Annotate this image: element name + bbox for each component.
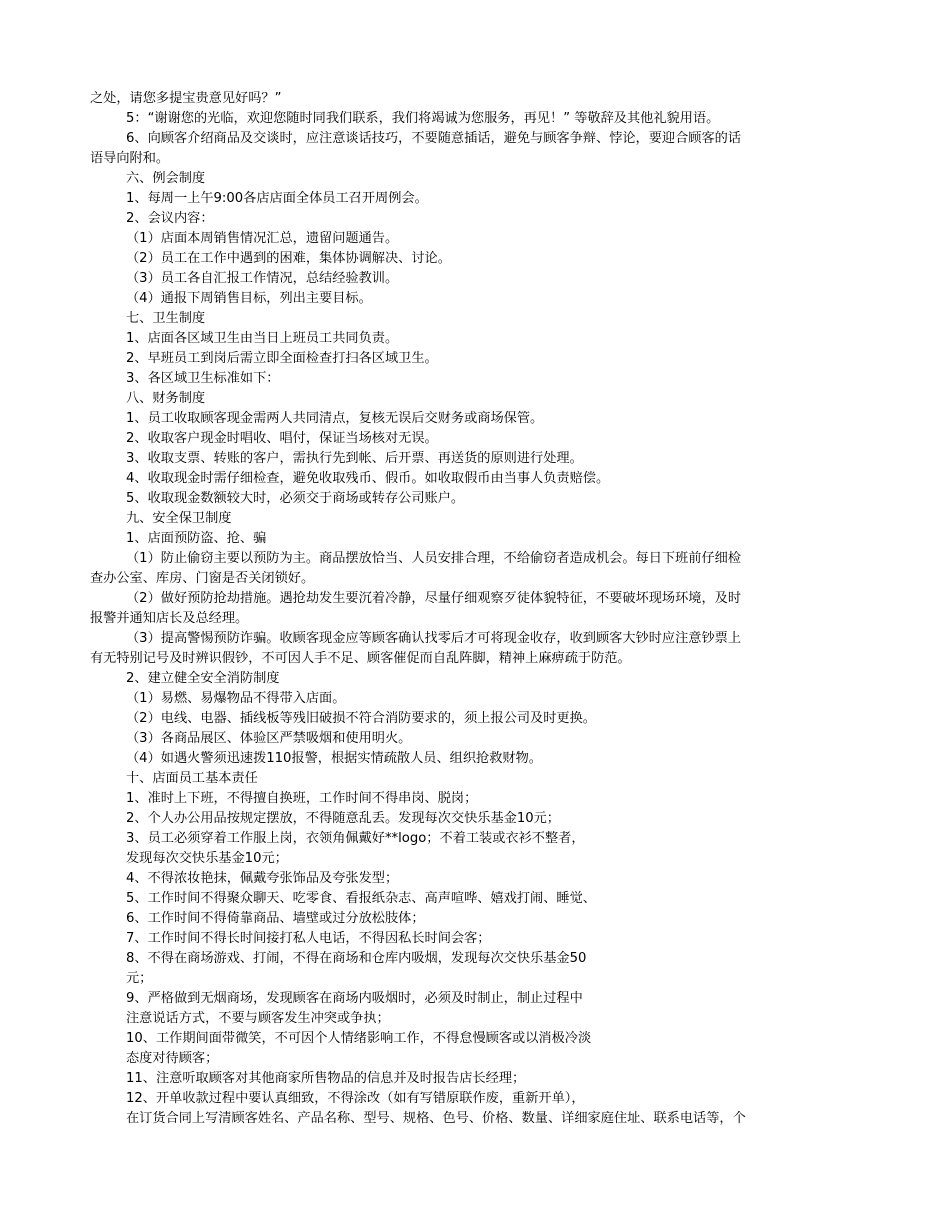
text-line: 之处，请您多提宝贵意见好吗？” <box>90 91 282 106</box>
text-line: 7、工作时间不得长时间接打私人电话，不得因私长时间会客； <box>126 931 491 946</box>
text-line: 2、早班员工到岗后需立即全面检查打扫各区域卫生。 <box>126 351 438 366</box>
section-heading: 九、安全保卫制度 <box>126 511 232 526</box>
text-line: 12、开单收款过程中要认真细致，不得涂改（如有写错原联作废，重新开单）， <box>126 1091 585 1106</box>
text-line: 3、员工必须穿着工作服上岗，衣领角佩戴好**logo；不着工装或衣衫不整者， <box>126 831 585 846</box>
text-line: 报警并通知店长及总经理。 <box>90 611 249 626</box>
text-line: 3、各区域卫生标准如下： <box>126 371 280 386</box>
text-line: （2）电线、电器、插线板等残旧破损不符合消防要求的，须上报公司及时更换。 <box>126 711 596 726</box>
text-line: （1）易燃、易爆物品不得带入店面。 <box>126 691 346 706</box>
text-line: 1、店面各区域卫生由当日上班员工共同负责。 <box>126 331 399 346</box>
text-line: 态度对待顾客； <box>126 1051 219 1066</box>
text-line: 5：“谢谢您的光临，欢迎您随时同我们联系，我们将竭诚为您服务，再见！” 等敬辞及其他礼貌用语。 <box>126 111 720 126</box>
text-line: 2、建立健全安全消防制度 <box>126 671 280 686</box>
text-line: （3）各商品展区、体验区严禁吸烟和使用明火。 <box>126 731 412 746</box>
text-line: 8、不得在商场游戏、打闹，不得在商场和仓库内吸烟，发现每次交快乐基金50 <box>126 951 587 966</box>
text-line: 语导向附和。 <box>90 151 170 166</box>
text-line: 有无特别记号及时辨识假钞，不可因人手不足、顾客催促而自乱阵脚，精神上麻痹疏于防范。 <box>90 651 631 666</box>
text-line: 查办公室、库房、门窗是否关闭锁好。 <box>90 571 315 586</box>
section-heading: 六、例会制度 <box>126 171 206 186</box>
text-line: 11、注意听取顾客对其他商家所售物品的信息并及时报告店长经理； <box>126 1071 526 1086</box>
text-line: 6、工作时间不得倚靠商品、墙壁或过分放松肢体； <box>126 911 425 926</box>
text-line: （1）防止偷窃主要以预防为主。商品摆放恰当、人员安排合理，不给偷窃者造成机会。每日下班前仔细检 <box>126 551 742 566</box>
text-line: （1）店面本周销售情况汇总，遗留问题通告。 <box>126 231 399 246</box>
text-line: 2、收取客户现金时唱收、唱付，保证当场核对无误。 <box>126 431 438 446</box>
text-line: 1、每周一上午9:00各店店面全体员工召开周例会。 <box>126 191 428 206</box>
text-line: （3）提高警惕预防诈骗。收顾客现金应等顾客确认找零后才可将现金收存，收到顾客大钞时应注意钞票上 <box>126 631 742 646</box>
text-line: 1、店面预防盗、抢、骗 <box>126 531 267 546</box>
text-line: 2、个人办公用品按规定摆放，不得随意乱丢。发现每次交快乐基金10元； <box>126 811 560 826</box>
text-line: 9、严格做到无烟商场，发现顾客在商场内吸烟时，必须及时制止，制止过程中 <box>126 991 583 1006</box>
text-line: （4）如遇火警须迅速拨110报警，根据实情疏散人员、组织抢救财物。 <box>126 751 542 766</box>
text-line: （2）员工在工作中遇到的困难，集体协调解决、讨论。 <box>126 251 451 266</box>
text-line: 1、准时上下班，不得擅自换班，工作时间不得串岗、脱岗； <box>126 791 478 806</box>
text-line: 注意说话方式，不要与顾客发生冲突或争执； <box>126 1011 390 1026</box>
text-line: 5、收取现金数额较大时，必须交于商场或转存公司账户。 <box>126 491 465 506</box>
text-line: 1、员工收取顾客现金需两人共同清点，复核无误后交财务或商场保管。 <box>126 411 544 426</box>
text-line: （3）员工各自汇报工作情况，总结经验教训。 <box>126 271 399 286</box>
text-line: （4）通报下周销售目标，列出主要目标。 <box>126 291 372 306</box>
section-heading: 七、卫生制度 <box>126 311 206 326</box>
text-line: 元； <box>126 971 153 986</box>
text-line: 6、向顾客介绍商品及交谈时，应注意谈话技巧，不要随意插话，避免与顾客争辩、悖论，要迎合顾客的话 <box>126 131 742 146</box>
text-line: （2）做好预防抢劫措施。遇抢劫发生要沉着冷静，尽量仔细观察歹徒体貌特征，不要破坏现场环境，及时 <box>126 591 742 606</box>
text-line: 2、会议内容： <box>126 211 214 226</box>
text-line: 4、不得浓妆艳抹，佩戴夸张饰品及夸张发型； <box>126 871 399 886</box>
text-line: 5、工作时间不得聚众聊天、吃零食、看报纸杂志、高声喧哗、嬉戏打闹、睡觉、 <box>126 891 596 906</box>
text-line: 发现每次交快乐基金10元； <box>126 851 288 866</box>
text-line: 4、收取现金时需仔细检查，避免收取残币、假币。如收取假币由当事人负责赔偿。 <box>126 471 610 486</box>
section-heading: 十、店面员工基本责任 <box>126 771 258 786</box>
text-line: 在订货合同上写清顾客姓名、产品名称、型号、规格、色号、价格、数量、详细家庭住址、联系电话等，个 <box>126 1111 746 1126</box>
text-line: 10、工作期间面带微笑，不可因个人情绪影响工作，不得怠慢顾客或以消极冷淡 <box>126 1031 592 1046</box>
section-heading: 八、财务制度 <box>126 391 206 406</box>
text-line: 3、收取支票、转账的客户，需执行先到帐、后开票、再送货的原则进行处理。 <box>126 451 583 466</box>
